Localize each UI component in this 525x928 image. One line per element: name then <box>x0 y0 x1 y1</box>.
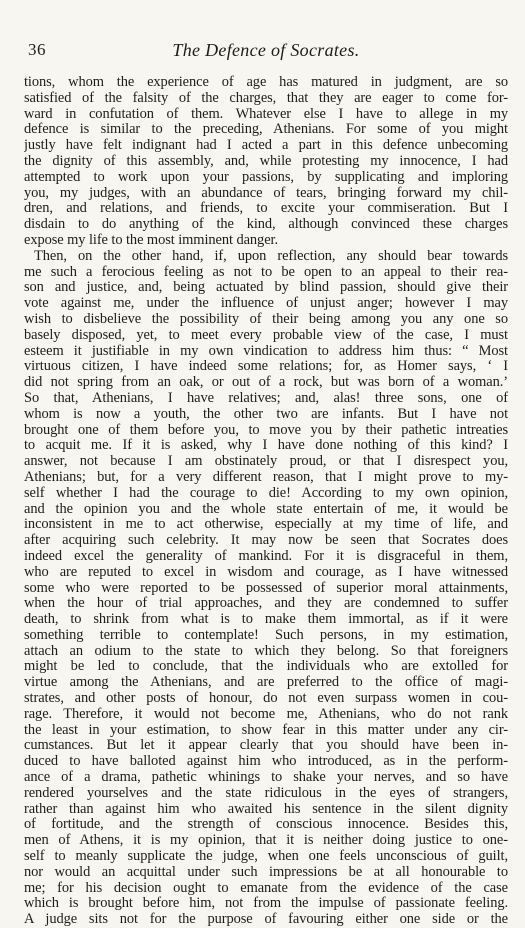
text-line: dren, and relations, and friends, to excite your commiseration. But I <box>24 201 508 217</box>
text-line: indeed excel the generality of mankind. For it is disgraceful in them, <box>24 548 508 564</box>
text-line: me; for his decision ought to emanate from the evidence of the case <box>24 880 508 896</box>
text-line: did not spring from an oak, or out of a rock, but was born of a woman.’ <box>24 375 508 391</box>
text-line: after acquiring such celebrity. It may now be seen that Socrates does <box>24 533 508 549</box>
text-line: when the hour of trial approaches, and they are condemned to suffer <box>24 596 508 612</box>
page-number: 36 <box>28 40 46 59</box>
text-line: and the opinion you and the whole state entertain of me, it would be <box>24 501 508 517</box>
text-line: esteem it justifiable in my own vindication to address him thus: “ Most <box>24 343 508 359</box>
text-line: satisfied of the falsity of the charges, that they are eager to come for- <box>24 90 508 106</box>
text-line: tions, whom the experience of age has matured in judgment, are so <box>24 75 508 90</box>
text-line: inconsistent in me to act otherwise, especially at my time of life, and <box>24 517 508 533</box>
text-line: brought one of them before you, to move you by their pathetic intreaties <box>24 422 508 438</box>
text-line: cumstances. But let it appear clearly that you should have been in- <box>24 738 508 754</box>
text-line: son and justice, and, being actuated by blind passion, should give their <box>24 280 508 296</box>
text-line: strates, and other posts of honour, do not even surpass women in cou- <box>24 691 508 707</box>
text-line: rather than against him who awaited his sentence in the silent dignity <box>24 801 508 817</box>
text-line: rendered yourselves and the state ridiculous in the eyes of strangers, <box>24 785 508 801</box>
text-line: defence is similar to the preceding, Athenians. For some of you might <box>24 122 508 138</box>
text-line: virtuous citizen, I have indeed some relations; for, as Homer says, ‘ I <box>24 359 508 375</box>
text-line: Athenians; but, for a very different reason, that I might prove to my- <box>24 469 508 485</box>
text-line: answer, not because I am obstinately proud, or that I disrespect you, <box>24 454 508 470</box>
text-line: So that, Athenians, I have relatives; and, alas! three sons, one of <box>24 390 508 406</box>
text-line: expose my life to the most imminent danger. <box>24 232 278 248</box>
text-line: basely disposed, yet, to meet every probable view of the case, I must <box>24 327 508 343</box>
text-line: death, to shrink from what is to make them immortal, as if it were <box>24 612 508 628</box>
text-line: something terrible to contemplate! Such persons, in my estimation, <box>24 627 508 643</box>
text-line: attach an odium to the state to which they belong. So that foreigners <box>24 643 508 659</box>
running-head <box>28 40 504 64</box>
text-line: self whether I had the courage to die! According to my own opinion, <box>24 485 508 501</box>
text-line: whom is now a youth, the other two are infants. But I have not <box>24 406 508 422</box>
text-line: to acquit me. If it is asked, why I have done nothing of this kind? I <box>24 438 508 454</box>
text-line: justly have felt indignant had I acted a part in this defence unbecoming <box>24 138 508 154</box>
text-line: attempted to work upon your passions, by supplicating and imploring <box>24 169 508 185</box>
text-line: self to meanly supplicate the judge, when one feels unconscious of guilt, <box>24 849 508 865</box>
text-line: who are reputed to excel in wisdom and courage, as I have witnessed <box>24 564 508 580</box>
text-line: you, my judges, with an abundance of tears, bringing forward my chil- <box>24 185 508 201</box>
text-line: vote against me, under the influence of unjust anger; however I may <box>24 296 508 312</box>
text-line: the least in your estimation, to show fear in this matter under any cir- <box>24 722 508 738</box>
text-line: which is brought before him, not from the impulse of passionate feeling. <box>24 896 508 912</box>
text-line: me such a ferocious feeling as not to be open to an appeal to their rea- <box>24 264 508 280</box>
text-line: of fortitude, and the strength of conscious innocence. Besides this, <box>24 817 508 833</box>
text-line: men of Athens, it is my opinion, that it is neither doing justice to one- <box>24 833 508 849</box>
running-title: The Defence of Socrates. <box>172 40 360 60</box>
text-line: duced to have balloted against him who introduced, as in the perform- <box>24 754 508 770</box>
text-line: ward in confutation of them. Whatever else I have to allege in my <box>24 106 508 122</box>
text-line: some who were reported to be possessed of superior moral attainments, <box>24 580 508 596</box>
text-line: the dignity of this assembly, and, while protesting my innocence, I had <box>24 153 508 169</box>
text-line: disdain to do anything of the kind, although convinced these charges <box>24 217 508 233</box>
text-line: Then, on the other hand, if, upon reflection, any should bear towards <box>34 248 508 264</box>
text-line: A judge sits not for the purpose of favouring either one side or the <box>24 912 508 928</box>
text-line: wish to disbelieve the possibility of their being among you any one so <box>24 311 508 327</box>
body-text <box>24 75 508 928</box>
text-line: nor would an acquittal under such impressions be at all honourable to <box>24 864 508 880</box>
text-line: might be led to conclude, that the individuals who are extolled for <box>24 659 508 675</box>
text-line: virtue among the Athenians, and are preferred to the office of magi- <box>24 675 508 691</box>
text-line: ance of a drama, pathetic whinings to shake your nerves, and so have <box>24 770 508 786</box>
text-line: rage. Therefore, it would not become me, Athenians, who do not rank <box>24 706 508 722</box>
